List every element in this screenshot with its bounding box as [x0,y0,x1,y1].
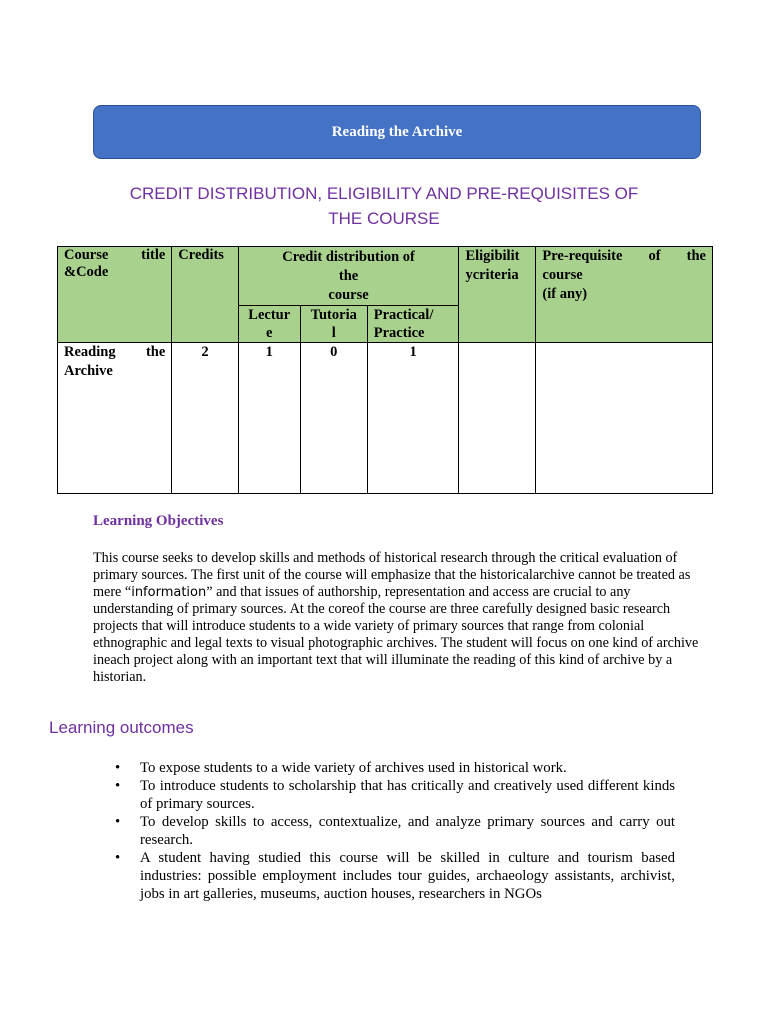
header-practical-line-1: Practical/ [373,307,434,323]
bullet-icon: • [115,814,121,830]
header-pre-line-2: course [542,267,583,283]
cell-title-word-2: the [145,344,166,360]
header-code-word: &Code [64,264,109,280]
section-heading [0,181,768,231]
header-lecture-line-1: Lectur [248,307,291,323]
header-pre-word-1: Pre-requisite [542,248,623,264]
section-heading-line-2: THE COURSE [328,209,440,228]
list-item [115,759,675,777]
cell-title-line-2: Archive [64,363,113,379]
bullet-icon: • [115,760,121,776]
learning-outcomes-list [115,759,675,903]
outcome-text: To expose students to a wide variety of archives used in historical work. [140,760,567,776]
cell-title-word-1: Reading [64,344,116,360]
cell-prerequisite [536,343,713,494]
header-practical-line-2: Practice [373,325,425,341]
header-lecture-line-2: e [266,325,273,341]
bullet-icon: • [115,850,121,866]
banner-title: Reading the Archive [331,123,463,140]
list-item [115,777,675,813]
cell-course-title [58,343,172,494]
objectives-text-part-2: ” and that issues of authorship, representation and access are crucial to any understanding of primary sources. At the coreof the course are three carefully designed basic research projects that will introduce students to a wide variety of primary sources that range from colonial ethnographic and legal texts to visual photographic archives. The student will focus on one kind of archive ineach project along with an important text that will illuminate the reading of this kind of archive by a historian. [93,584,699,685]
outcome-text: A student having studied this course will be skilled in culture and tourism based industries: possible employment includes tour guides, archaeology assistants, archivist, jobs in art galleries, museums, auction houses, researchers in NGOs [140,850,675,902]
header-lecture [238,306,300,343]
objectives-text-part-1: This course seeks to develop skills and methods of historical research through the critical evaluation of primary sources. The first unit of the course will emphasize that the historicalarchive cannot be treated as mere “ [93,550,691,600]
course-title-banner [93,105,701,159]
header-course-word: Course [64,247,109,263]
header-course-title [58,247,172,343]
header-tutorial-line-1: Tutoria [310,307,357,323]
header-pre-word-3: the [686,248,706,264]
header-dist-line-3: course [328,287,369,303]
header-credit-distribution [238,247,459,306]
header-credits-label: Credits [178,247,224,263]
list-item [115,849,675,903]
cell-credits: 2 [172,343,238,494]
header-credits [172,247,238,343]
header-pre-word-2: of [648,248,661,264]
header-pre-line-3: (if any) [542,286,588,302]
list-item [115,813,675,849]
header-title-word: title [141,247,166,263]
header-tutorial-line-2: l [331,325,336,341]
cell-lecture: 1 [238,343,300,494]
cell-tutorial: 0 [300,343,367,494]
header-dist-line-1: Credit distribution of [282,249,415,265]
cell-practical: 1 [367,343,459,494]
table-header-row [58,247,713,306]
header-tutorial [300,306,367,343]
section-heading-line-1: CREDIT DISTRIBUTION, ELIGIBILITY AND PRE-REQUISITES OF [129,184,639,203]
outcome-text: To develop skills to access, contextualize, and analyze primary sources and carry out research. [140,814,675,848]
header-prerequisite [536,247,713,343]
learning-objectives-paragraph [93,550,699,686]
header-dist-line-2: the [338,268,359,284]
credit-distribution-table [57,246,713,494]
header-eligibility [459,247,536,343]
header-elig-line-1: Eligibilit [465,248,520,264]
objectives-information-word: information [131,585,207,600]
outcome-text: To introduce students to scholarship that has critically and creatively used different kinds of primary sources. [140,778,675,812]
header-practical [367,306,459,343]
bullet-icon: • [115,778,121,794]
learning-objectives-title: Learning Objectives [93,513,224,529]
header-elig-line-2: ycriteria [465,267,519,283]
table-row [58,343,713,494]
learning-outcomes-title: Learning outcomes [49,718,194,737]
cell-eligibility [459,343,536,494]
